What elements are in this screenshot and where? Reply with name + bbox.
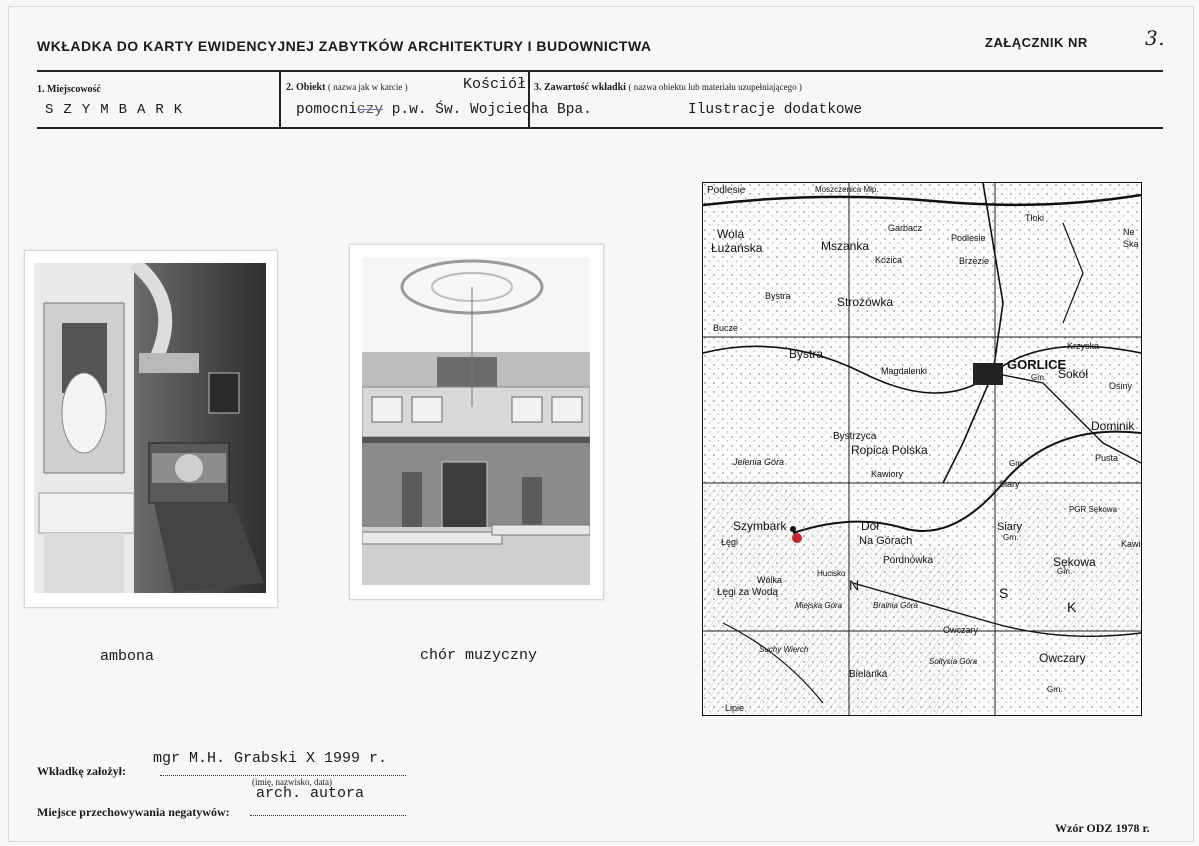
map-label: Sękowa (1053, 555, 1096, 569)
field-2-value-top: Kościół (463, 76, 527, 93)
field-1-value: SZYMBARK (45, 102, 193, 118)
map-label: Hucisko (817, 569, 846, 578)
map-label: Łużańska (711, 241, 763, 255)
map-label: K (1067, 599, 1077, 615)
map-label: Mszanka (821, 239, 870, 253)
photo-pulpit (24, 250, 278, 608)
field-divider-1 (279, 72, 281, 128)
map-label: Brzezie (959, 256, 990, 266)
map-label: Sołtysia Góra (929, 657, 978, 666)
map-label: Łęgi (721, 537, 739, 547)
field-2-value (296, 102, 592, 118)
field-2-value-pre: pomocni (296, 102, 357, 118)
map-label: Strożówka (837, 295, 894, 309)
rule-top (37, 70, 1163, 72)
map-label: Podlesie (707, 185, 746, 196)
map-label: Ne (1123, 227, 1135, 237)
map-label: Jelenia Góra (733, 457, 785, 467)
photo-choir-loft-image (362, 257, 590, 585)
map-label: Dominik (1091, 419, 1135, 433)
map-label: Pusta (1095, 453, 1119, 463)
map-label: Na Górach (859, 535, 913, 547)
map-label: Grn. (1047, 685, 1063, 694)
map-label: Bystra (765, 291, 791, 301)
negatives-value: arch. autora (256, 785, 365, 802)
map-label: Grn. (1003, 533, 1019, 542)
map-label: Tłoki (1025, 213, 1045, 223)
annex-label: ZAŁĄCZNIK NR (985, 35, 1088, 50)
map-label: Bystrzyca (833, 431, 877, 442)
map-label: Gm. (1009, 459, 1025, 468)
founder-value: mgr M.H. Grabski X 1999 r. (153, 750, 388, 767)
map-label: Siary (999, 479, 1020, 489)
map-label: Szymbark (733, 519, 787, 533)
map-label: Owczary (1039, 651, 1086, 665)
map-label: Sokół (1058, 367, 1089, 381)
map-label: Bralnia Góra (873, 601, 918, 610)
map-label: Krzyska (1067, 341, 1100, 351)
map-label: Bielanka (849, 669, 888, 680)
field-2-value-post: p.w. Św. Wojciecha Bpa. (383, 102, 592, 118)
map-label: Dół (861, 519, 880, 533)
map-label: Kawiory (871, 469, 904, 479)
photo-pulpit-image (34, 263, 266, 593)
map-label: Lipie (725, 703, 745, 713)
form-title: WKŁADKA DO KARTY EWIDENCYJNEJ ZABYTKÓW ARCHITEKTURY I BUDOWNICTWA (37, 38, 652, 54)
field-2-label-note: ( nazwa jak w karcie ) (327, 82, 408, 92)
map-label: GORLICE (1007, 357, 1067, 372)
founder-label: Wkładkę założył: (37, 764, 126, 778)
map-label: Osiny (1109, 381, 1133, 391)
founder-dotted-line (160, 775, 406, 776)
negatives-dotted-line (250, 815, 406, 816)
map-label: Wólka (757, 575, 783, 585)
rule-fields-bottom (37, 127, 1163, 129)
map-label: Garbacz (888, 223, 923, 233)
photo-choir-loft (349, 244, 604, 600)
map-label: Miejska Góra (795, 601, 843, 610)
negatives-label: Miejsce przechowywania negatywów: (37, 805, 230, 819)
map-label: Owczary (943, 625, 979, 635)
map-label: Ropica Polska (851, 443, 928, 457)
map-label: Kawi (1121, 539, 1141, 549)
field-3-label-note: ( nazwa obiektu lub materiału uzupełniającego ) (628, 82, 802, 92)
map-label: S (999, 585, 1009, 601)
field-3-label (534, 82, 802, 93)
field-1-label: 1. Miejscowość (37, 84, 101, 95)
map-label: N (849, 577, 860, 593)
field-3-value: Ilustracje dodatkowe (688, 102, 863, 118)
map-label: Ska (1123, 239, 1139, 249)
caption-choir-loft: chór muzyczny (420, 647, 538, 664)
map-label: Kożica (875, 255, 903, 265)
field-2-label (286, 82, 408, 93)
field-3-label-text: 3. Zawartość wkładki (534, 82, 626, 93)
map-label: Siary (997, 521, 1023, 533)
map-label: Pordnówka (883, 555, 934, 566)
map-label: Moszczenica Młp. (815, 185, 879, 194)
map-label: Bucze (713, 323, 739, 333)
founder-note: (imię, nazwisko, data) (252, 777, 332, 787)
field-2-label-text: 2. Obiekt (286, 82, 326, 93)
field-2-value-strike: czy (356, 102, 384, 118)
location-map (702, 182, 1142, 716)
caption-pulpit: ambona (100, 648, 155, 665)
map-label: Bystra (789, 347, 824, 361)
map-label: Podlesie (951, 233, 986, 243)
field-divider-2 (528, 72, 530, 128)
map-label: Gm. (1031, 373, 1047, 382)
map-label: PGR Sękowa (1069, 505, 1118, 514)
map-label: Magdalenki (881, 366, 928, 376)
form-template-id: Wzór ODZ 1978 r. (1055, 821, 1150, 835)
map-label: Gm. (1057, 567, 1073, 576)
map-label: Suchy Wierch (759, 645, 809, 654)
map-label: Wola (717, 227, 745, 241)
annex-number: 3. (1145, 26, 1166, 50)
map-label: Łęgi za Wodą (717, 587, 778, 598)
